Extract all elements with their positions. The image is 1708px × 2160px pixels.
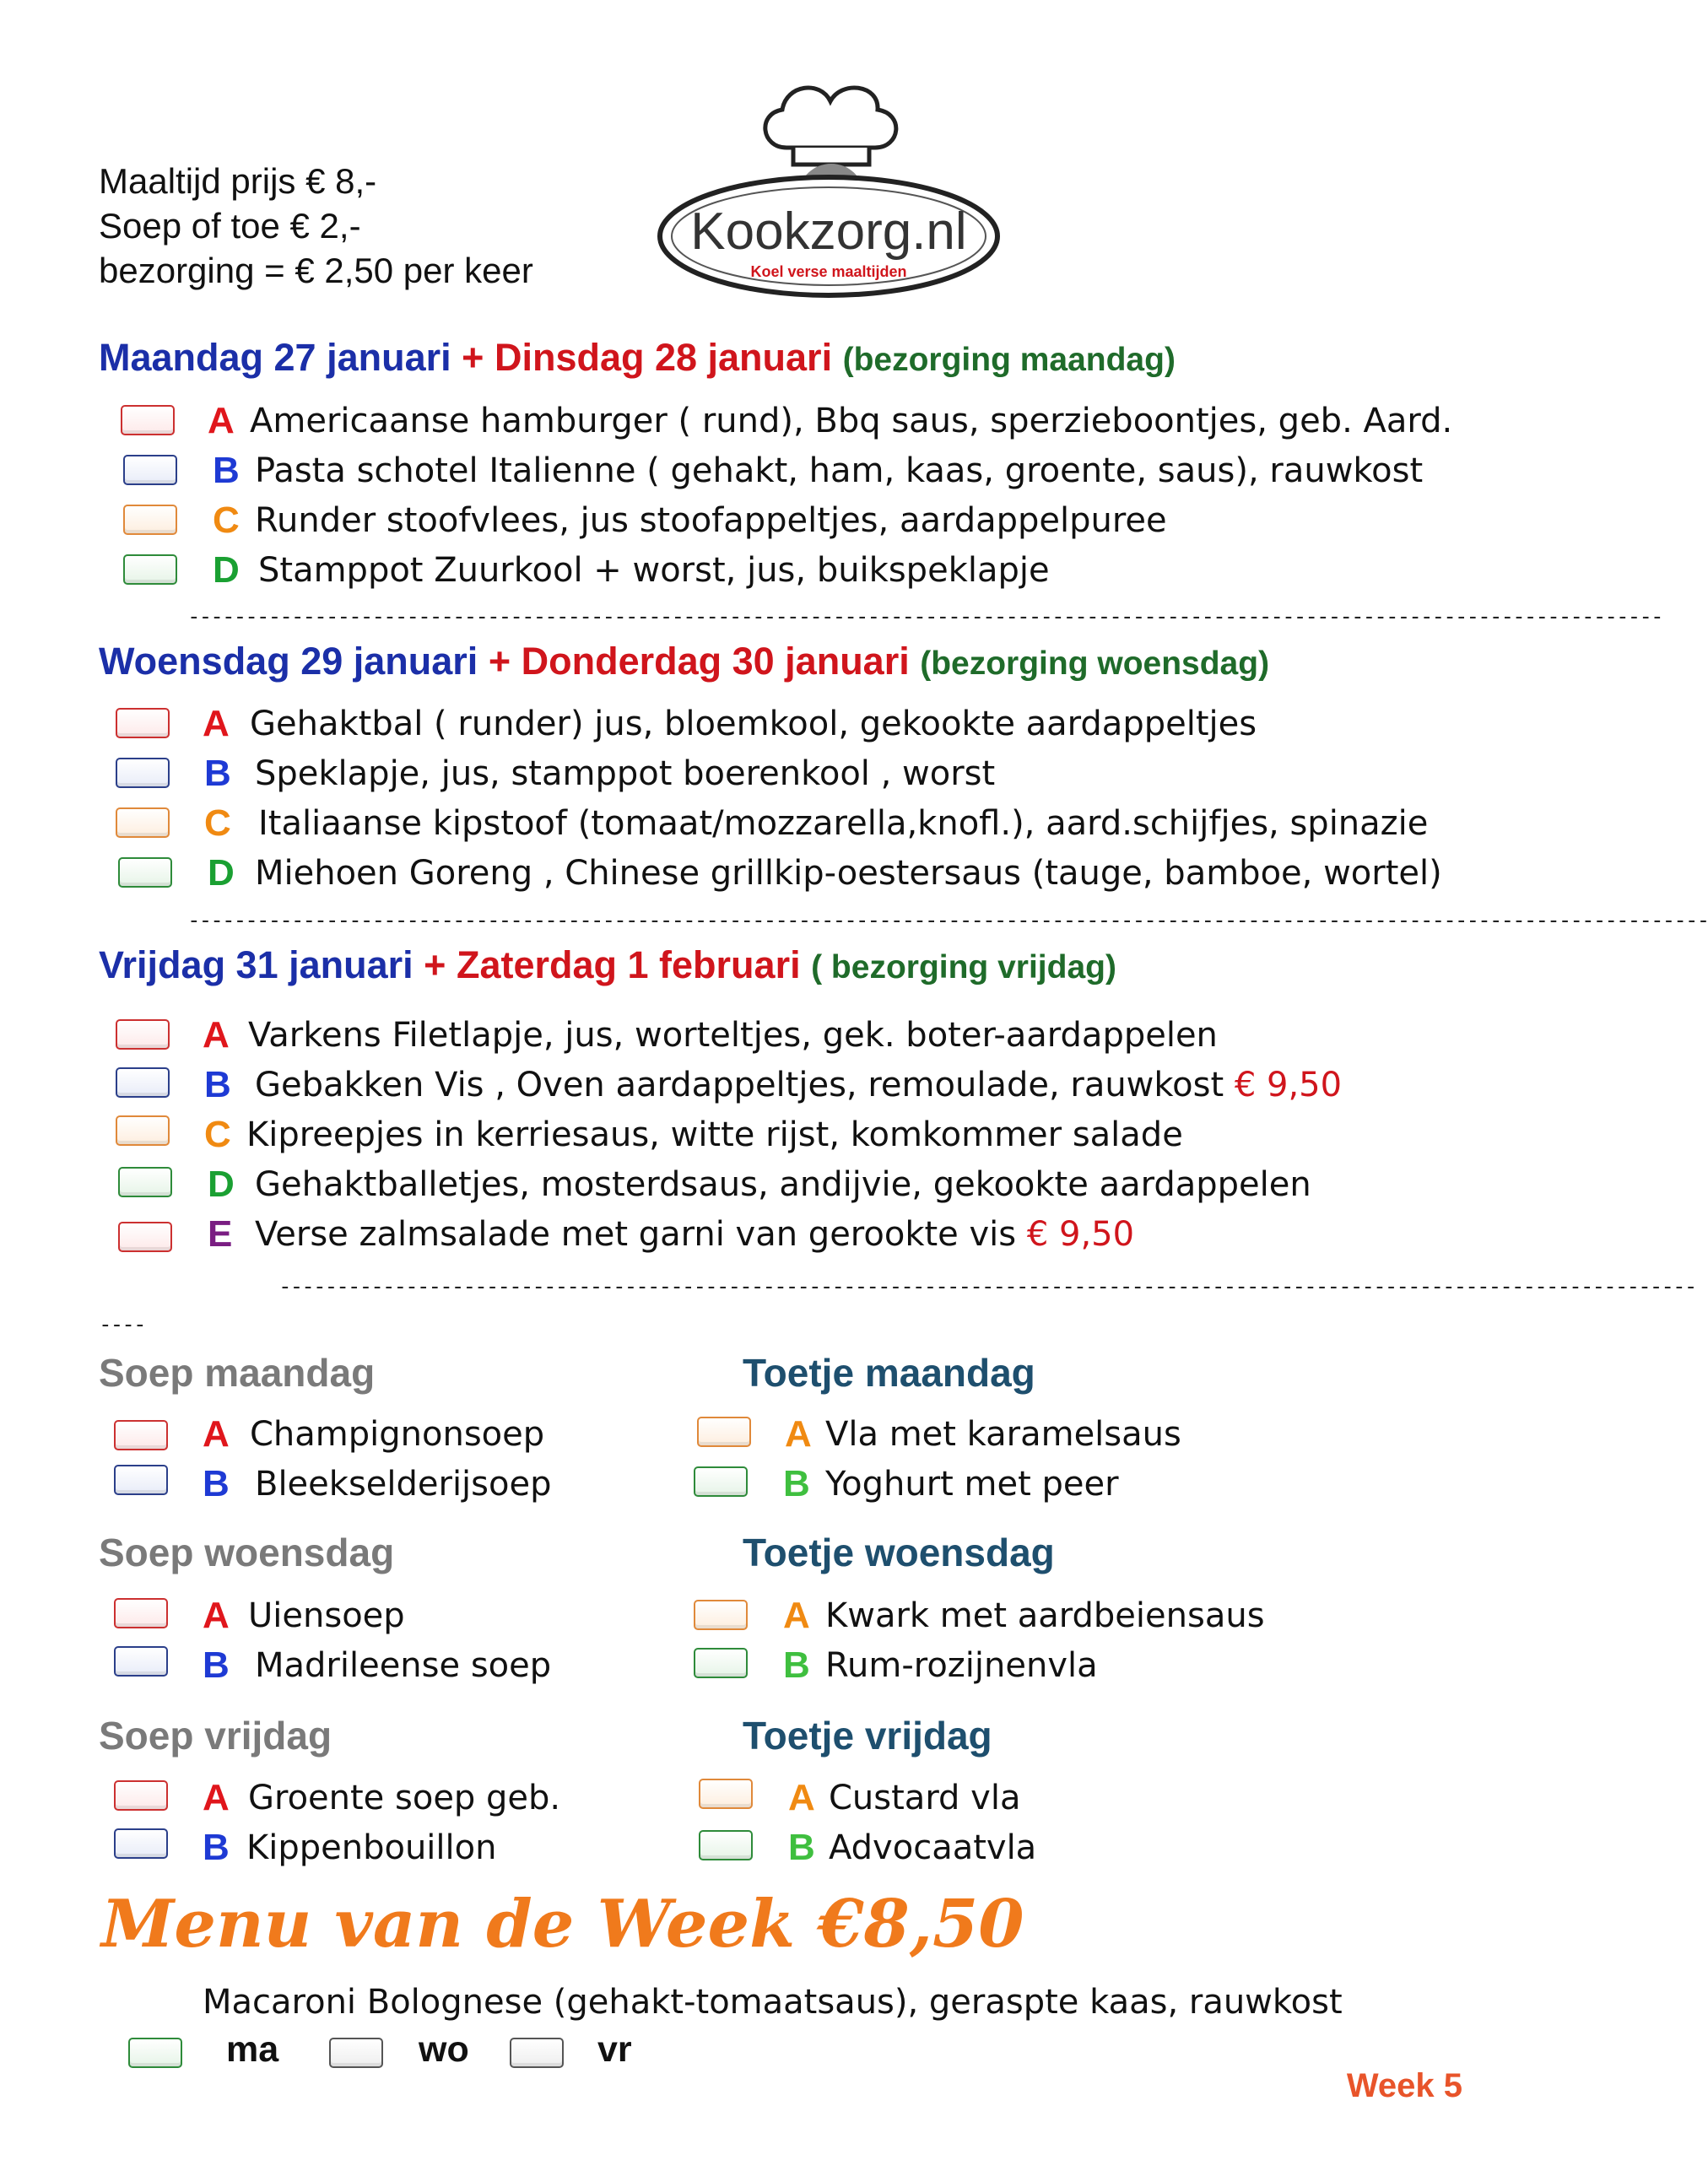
option-text-main: Gebakken Vis , Oven aardappeltjes, remoulade, rauwkost: [255, 1066, 1224, 1104]
checkbox[interactable]: [114, 1465, 168, 1495]
checkbox[interactable]: [116, 1067, 170, 1098]
option-text: Groente soep geb.: [248, 1779, 561, 1817]
checkbox[interactable]: [118, 1222, 172, 1252]
soup-title-fri: Soep vrijdag: [99, 1714, 332, 1758]
option-text: Runder stoofvlees, jus stoofappeltjes, aardappelpuree: [255, 501, 1167, 540]
option-letter: B: [203, 1644, 230, 1686]
option-letter: A: [785, 1413, 812, 1455]
option-text: [255, 1064, 1342, 1106]
checkbox[interactable]: [114, 1598, 168, 1628]
price-line-soup: Soep of toe € 2,-: [99, 206, 361, 246]
option-text: Champignonsoep: [250, 1415, 545, 1454]
option-text: Rum-rozijnenvla: [825, 1646, 1098, 1685]
checkbox[interactable]: [121, 405, 175, 435]
delivery-note: ( bezorging vrijdag): [811, 949, 1116, 986]
option-letter: A: [783, 1595, 810, 1636]
checkbox[interactable]: [114, 1828, 168, 1859]
option-letter: B: [203, 1827, 230, 1868]
option-text: Kipreepjes in kerriesaus, witte rijst, komkommer salade: [246, 1115, 1183, 1154]
week-number: Week 5: [1346, 2067, 1462, 2104]
option-text: [255, 1213, 1134, 1256]
option-letter: A: [788, 1777, 815, 1818]
checkbox[interactable]: [123, 505, 177, 535]
option-text: Speklapje, jus, stamppot boerenkool , worst: [255, 754, 996, 793]
day1-label: Woensdag 29 januari: [99, 640, 478, 683]
option-vr-label: vr: [597, 2029, 632, 2070]
checkbox[interactable]: [114, 1780, 168, 1811]
option-letter: B: [203, 1463, 230, 1504]
day2-label: Donderdag 30 januari: [521, 640, 910, 683]
option-text: Miehoen Goreng , Chinese grillkip-oestersaus (tauge, bamboe, wortel): [255, 854, 1442, 893]
plus-sign: +: [488, 640, 511, 683]
checkbox[interactable]: [699, 1779, 753, 1809]
option-letter: D: [208, 1164, 235, 1205]
dessert-title-fri: Toetje vrijdag: [743, 1714, 992, 1758]
delivery-note: (bezorging maandag): [842, 342, 1176, 378]
option-text: Italiaanse kipstoof (tomaat/mozzarella,knofl.), aard.schijfjes, spinazie: [258, 804, 1429, 843]
price-line-meal: Maaltijd prijs € 8,-: [99, 161, 377, 201]
logo-tagline-text: Koel verse maaltijden: [750, 263, 907, 280]
checkbox[interactable]: [116, 807, 170, 838]
menu-of-week-item: Macaroni Bolognese (gehakt-tomaatsaus), geraspte kaas, rauwkost: [203, 1983, 1343, 2022]
price-badge: € 9,50: [1234, 1066, 1343, 1104]
price-line-delivery: bezorging = € 2,50 per keer: [99, 251, 533, 290]
price-info: [99, 159, 533, 293]
logo-brand-text: Kookzorg.nl: [690, 202, 967, 261]
day1-label: Maandag 27 januari: [99, 336, 451, 379]
option-text: Custard vla: [829, 1779, 1021, 1817]
checkbox[interactable]: [694, 1648, 748, 1678]
option-letter: C: [204, 802, 231, 844]
option-ma-label: ma: [226, 2029, 279, 2070]
option-text: Uiensoep: [248, 1596, 405, 1635]
option-letter: A: [203, 1014, 230, 1056]
soup-title-mon: Soep maandag: [99, 1351, 376, 1395]
day-header-wed-thu: [99, 638, 1269, 688]
checkbox[interactable]: [114, 1420, 168, 1450]
checkbox[interactable]: [123, 455, 177, 485]
soup-title-wed: Soep woensdag: [99, 1531, 395, 1574]
option-letter: B: [213, 450, 240, 491]
option-text: Madrileense soep: [255, 1646, 552, 1685]
option-letter: E: [208, 1213, 233, 1255]
option-text: Kwark met aardbeiensaus: [825, 1596, 1265, 1635]
checkbox[interactable]: [694, 1600, 748, 1630]
checkbox[interactable]: [114, 1646, 168, 1677]
option-text: Americaanse hamburger ( rund), Bbq saus, sperzieboontjes, geb. Aard.: [250, 402, 1453, 440]
chef-logo-icon: [651, 68, 1006, 304]
day2-label: Zaterdag 1 februari: [456, 943, 801, 986]
option-letter: A: [203, 1777, 230, 1818]
checkbox[interactable]: [699, 1830, 753, 1860]
option-letter: C: [213, 500, 240, 541]
dessert-title-wed: Toetje woensdag: [743, 1531, 1055, 1574]
option-text: Bleekselderijsoep: [255, 1465, 552, 1504]
checkbox[interactable]: [123, 554, 177, 585]
option-letter: B: [204, 753, 231, 794]
checkbox[interactable]: [116, 1115, 170, 1146]
option-text: Stamppot Zuurkool + worst, jus, buikspeklapje: [258, 551, 1050, 590]
option-text: Pasta schotel Italienne ( gehakt, ham, kaas, groente, saus), rauwkost: [255, 451, 1424, 490]
option-text: Kippenbouillon: [246, 1828, 497, 1867]
checkbox[interactable]: [694, 1466, 748, 1497]
kookzorg-logo: [651, 68, 1006, 304]
option-letter: D: [213, 549, 240, 591]
checkbox[interactable]: [116, 758, 170, 788]
checkbox-vr[interactable]: [510, 2038, 564, 2068]
option-letter: A: [208, 400, 235, 441]
option-letter: D: [208, 852, 235, 894]
option-letter: A: [203, 1595, 230, 1636]
divider: --------------------------------------------------------------------------------------------------------------------------------: [187, 604, 1662, 629]
option-text: Gehaktballetjes, mosterdsaus, andijvie, gekookte aardappelen: [255, 1165, 1311, 1204]
checkbox[interactable]: [697, 1417, 751, 1447]
option-letter: C: [204, 1114, 231, 1155]
plus-sign: +: [462, 336, 484, 379]
option-text: Gehaktbal ( runder) jus, bloemkool, gekookte aardappeltjes: [250, 705, 1257, 743]
option-text: Varkens Filetlapje, jus, worteltjes, gek. boter-aardappelen: [248, 1016, 1218, 1055]
divider-tail: ----: [99, 1312, 145, 1337]
checkbox[interactable]: [118, 1167, 172, 1197]
option-wo-label: wo: [419, 2029, 469, 2070]
option-text-main: Verse zalmsalade met garni van gerookte vis: [255, 1215, 1017, 1254]
option-letter: B: [783, 1644, 810, 1686]
checkbox[interactable]: [118, 857, 172, 888]
checkbox[interactable]: [116, 1019, 170, 1050]
option-letter: A: [203, 703, 230, 744]
checkbox-wo[interactable]: [329, 2038, 383, 2068]
option-letter: B: [204, 1064, 231, 1105]
day-header-mon-tue: [99, 334, 1176, 384]
option-text: Vla met karamelsaus: [825, 1415, 1181, 1454]
plus-sign: +: [424, 943, 446, 986]
day1-label: Vrijdag 31 januari: [99, 943, 413, 986]
delivery-note: (bezorging woensdag): [920, 645, 1270, 682]
price-badge: € 9,50: [1026, 1215, 1135, 1254]
divider: ------------------------------------------------------------------------------------------------------------------------------------: [187, 908, 1708, 933]
option-letter: B: [783, 1463, 810, 1504]
divider: ---------------------------------------------------------------------------------------------------------------------------: [278, 1274, 1696, 1299]
day-header-fri-sat: [99, 942, 1116, 991]
option-letter: B: [788, 1827, 815, 1868]
menu-of-week-title: Menu van de Week €8,50: [101, 1886, 1024, 1963]
option-letter: A: [203, 1413, 230, 1455]
dessert-title-mon: Toetje maandag: [743, 1351, 1035, 1395]
option-text: Yoghurt met peer: [825, 1465, 1119, 1504]
checkbox[interactable]: [116, 708, 170, 738]
checkbox-ma[interactable]: [128, 2038, 182, 2068]
option-text: Advocaatvla: [829, 1828, 1037, 1867]
day2-label: Dinsdag 28 januari: [494, 336, 833, 379]
